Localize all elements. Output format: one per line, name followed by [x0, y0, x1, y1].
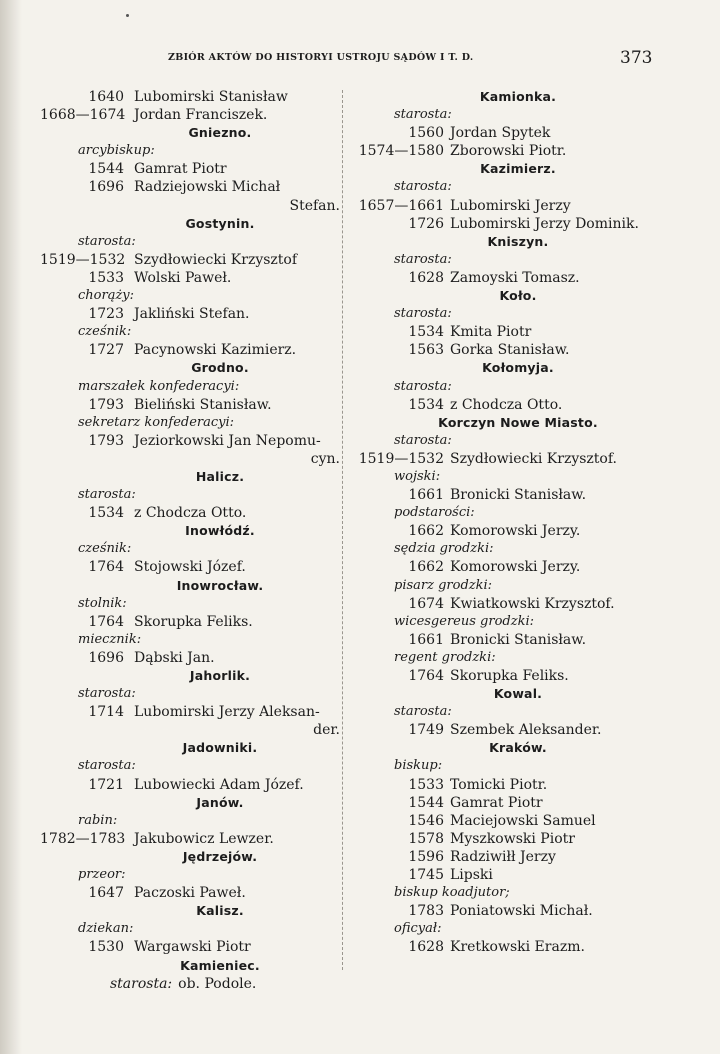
entry-year: 1574—1580 — [358, 143, 444, 160]
register-entry — [40, 396, 340, 414]
entry-year: 1657—1661 — [358, 197, 444, 214]
register-entry — [358, 595, 658, 613]
place-heading: Kołomyja. — [482, 360, 554, 376]
entry-name: Maciejowski Samuel — [450, 812, 596, 829]
office-title: starosta: — [394, 432, 452, 448]
office-title: starosta: — [394, 251, 452, 267]
entry-name: Komorowski Jerzy. — [450, 559, 581, 576]
entry-name: Skorupka Feliks. — [134, 613, 253, 630]
register-entry — [40, 341, 340, 359]
register-entry — [358, 142, 658, 160]
place-heading: Koło. — [499, 288, 537, 304]
entry-year: 1696 — [88, 649, 124, 666]
office-title: oficyał: — [394, 921, 442, 937]
register-entry — [40, 938, 340, 956]
office-title: rabin: — [78, 812, 118, 828]
page-number: 373 — [620, 48, 653, 68]
entry-name: z Chodcza Otto. — [450, 396, 563, 413]
register-entry — [40, 830, 340, 848]
entry-year: 1727 — [88, 342, 124, 359]
entry-name: Paczoski Paweł. — [134, 885, 246, 902]
place-heading: Kamieniec. — [180, 957, 260, 973]
entry-year: 1546 — [408, 812, 444, 829]
office-title: starosta: — [110, 975, 173, 992]
office-title: arcybiskup: — [78, 143, 155, 159]
register-entry — [358, 486, 658, 504]
print-speck — [126, 14, 129, 17]
place-heading: Janów. — [196, 794, 244, 810]
office-title: starosta: — [394, 179, 452, 195]
entry-name: Kwiatkowski Krzysztof. — [450, 595, 615, 612]
entry-year: 1662 — [408, 523, 444, 540]
entry-name: Kretkowski Erazm. — [450, 939, 585, 956]
register-entry — [358, 522, 658, 540]
name-continuation: der. — [313, 722, 340, 739]
entry-name: Lipski — [450, 867, 493, 884]
entry-year: 1560 — [408, 125, 444, 142]
entry-year: 1530 — [88, 939, 124, 956]
office-title: wicesgereus grodzki: — [394, 613, 534, 629]
register-entry — [40, 703, 340, 721]
place-heading: Gostynin. — [185, 215, 255, 231]
entry-name: Wargawski Piotr — [134, 939, 251, 956]
place-heading: Korczyn Nowe Miasto. — [438, 414, 598, 430]
cross-reference — [40, 975, 340, 993]
place-heading: Jędrzejów. — [182, 848, 258, 864]
entry-name: Szydłowiecki Krzysztof — [134, 251, 298, 268]
entry-year: 1544 — [408, 794, 444, 811]
entry-name: Bronicki Stanisław. — [450, 487, 587, 504]
entry-year: 1534 — [408, 396, 444, 413]
register-entry — [358, 667, 658, 685]
entry-year: 1764 — [88, 559, 124, 576]
register-entry — [40, 884, 340, 902]
entry-name: Pacynowski Kazimierz. — [134, 342, 297, 359]
entry-name: Myszkowski Piotr — [450, 830, 575, 847]
register-entry — [358, 323, 658, 341]
entry-name: Radziwiłł Jerzy — [450, 848, 556, 865]
entry-name: Jordan Franciszek. — [134, 107, 268, 124]
register-entry — [40, 178, 340, 196]
register-entry — [358, 938, 658, 956]
place-heading: Inowłódź. — [185, 523, 255, 539]
entry-year: 1782—1783 — [40, 830, 126, 847]
entry-name: Poniatowski Michał. — [450, 903, 593, 920]
page-edge-shadow — [0, 0, 22, 1054]
entry-year: 1783 — [408, 903, 444, 920]
office-title: biskup koadjutor; — [394, 885, 510, 901]
register-entry — [358, 197, 658, 215]
entry-year: 1662 — [408, 559, 444, 576]
entry-year: 1714 — [88, 704, 124, 721]
office-title: chorąży: — [78, 288, 135, 304]
place-heading: Jahorlik. — [189, 668, 251, 683]
place-heading: Kazimierz. — [480, 161, 556, 177]
page-header — [0, 48, 720, 72]
register-entry — [40, 558, 340, 576]
office-title: wojski: — [394, 468, 441, 484]
entry-name: Bieliński Stanisław. — [134, 396, 272, 413]
office-title: stolnik: — [78, 595, 127, 611]
right-column — [358, 88, 658, 957]
entry-year: 1533 — [88, 269, 124, 286]
office-title: miecznik: — [78, 631, 142, 647]
office-title: podstarości: — [394, 505, 475, 521]
place-heading: Halicz. — [195, 468, 245, 484]
office-title: starosta: — [78, 487, 136, 503]
office-title: cześnik: — [78, 541, 132, 557]
register-entry — [358, 848, 658, 866]
place-heading: Kraków. — [489, 740, 547, 756]
place-heading: Inowrocław. — [176, 577, 264, 593]
register-entry — [40, 269, 340, 287]
register-entry — [358, 396, 658, 414]
entry-year: 1745 — [408, 867, 444, 884]
entry-year: 1628 — [408, 269, 444, 286]
entry-year: 1596 — [408, 848, 444, 865]
entry-name: Gamrat Piotr — [134, 161, 227, 178]
register-entry — [40, 776, 340, 794]
place-heading: Kalisz. — [196, 903, 244, 919]
name-continuation: cyn. — [310, 450, 340, 467]
entry-name: Jeziorkowski Jan Nepomu- — [134, 432, 321, 449]
entry-name: Tomicki Piotr. — [450, 776, 548, 793]
entry-year: 1544 — [88, 161, 124, 178]
place-heading: Kniszyn. — [487, 233, 549, 249]
register-entry — [358, 269, 658, 287]
cross-reference-text: ob. Podole. — [178, 975, 257, 992]
office-title: dziekan: — [78, 921, 134, 937]
place-heading: Kowal. — [493, 686, 543, 702]
entry-name: Szydłowiecki Krzysztof. — [450, 450, 617, 467]
register-entry — [358, 558, 658, 576]
entry-year: 1661 — [408, 487, 444, 504]
name-continuation: Stefan. — [289, 197, 340, 214]
office-title: biskup: — [394, 758, 443, 774]
register-entry — [40, 106, 340, 124]
place-heading: Kamionka. — [479, 89, 557, 104]
register-entry — [358, 866, 658, 884]
entry-year: 1534 — [408, 324, 444, 341]
office-title: sędzia grodzki: — [394, 541, 494, 557]
entry-name: Jakliński Stefan. — [134, 306, 250, 323]
entry-name: Dąbski Jan. — [134, 649, 215, 666]
entry-name: z Chodcza Otto. — [134, 505, 247, 522]
register-entry — [40, 649, 340, 667]
entry-year: 1764 — [408, 668, 444, 684]
column-divider — [342, 90, 344, 970]
place-heading: Gniezno. — [188, 125, 252, 141]
office-title: starosta: — [78, 758, 136, 774]
entry-name: Bronicki Stanisław. — [450, 631, 587, 648]
register-entry — [40, 160, 340, 178]
entry-year: 1519—1532 — [40, 251, 126, 268]
office-title: starosta: — [78, 686, 136, 702]
entry-name: Lubomirski Jerzy — [450, 197, 571, 214]
register-entry — [358, 794, 658, 812]
place-heading: Grodno. — [191, 360, 249, 376]
entry-year: 1661 — [408, 631, 444, 648]
entry-year: 1764 — [88, 613, 124, 630]
entry-year: 1628 — [408, 939, 444, 956]
entry-year: 1723 — [88, 306, 124, 323]
entry-year: 1533 — [408, 776, 444, 793]
entry-name: Lubomirski Jerzy Aleksan- — [134, 704, 320, 721]
register-entry — [358, 776, 658, 794]
register-entry — [358, 450, 658, 468]
entry-year: 1721 — [88, 776, 124, 793]
entry-name: Zamoyski Tomasz. — [450, 269, 580, 286]
entry-name: Jordan Spytek — [450, 125, 551, 142]
office-title: sekretarz konfederacyi: — [78, 414, 235, 430]
entry-year: 1726 — [408, 215, 444, 232]
entry-year: 1640 — [88, 89, 124, 105]
entry-year: 1647 — [88, 885, 124, 902]
register-entry — [40, 613, 340, 631]
left-column — [40, 88, 340, 993]
office-title: regent grodzki: — [394, 649, 496, 665]
register-entry — [40, 504, 340, 522]
running-title: ZBIÓR AKTÓW DO HISTORYI USTROJU SĄDÓW I T. D. — [168, 52, 474, 63]
entry-name: Komorowski Jerzy. — [450, 523, 581, 540]
entry-name: Gorka Stanisław. — [450, 342, 570, 359]
office-title: starosta: — [394, 378, 452, 394]
office-title: pisarz grodzki: — [394, 577, 493, 593]
entry-name: Zborowski Piotr. — [450, 143, 567, 160]
entry-year: 1696 — [88, 179, 124, 196]
entry-name: Stojowski Józef. — [134, 559, 246, 576]
place-heading: Jadowniki. — [182, 740, 258, 756]
entry-year: 1668—1674 — [40, 107, 126, 124]
entry-name: Lubomirski Stanisław — [134, 89, 288, 105]
register-entry — [358, 830, 658, 848]
register-entry — [40, 432, 340, 450]
entry-year: 1674 — [408, 595, 444, 612]
register-entry — [40, 88, 340, 106]
entry-year: 1793 — [88, 396, 124, 413]
office-title: starosta: — [394, 306, 452, 322]
register-entry — [358, 812, 658, 830]
entry-name: Wolski Paweł. — [134, 269, 232, 286]
office-title: cześnik: — [78, 324, 132, 340]
register-entry — [358, 631, 658, 649]
entry-year: 1519—1532 — [358, 450, 444, 467]
entry-name: Lubowiecki Adam Józef. — [134, 776, 304, 793]
office-title: marszałek konfederacyi: — [78, 378, 240, 394]
register-entry — [358, 124, 658, 142]
entry-year: 1578 — [408, 830, 444, 847]
office-title: starosta: — [394, 107, 452, 123]
entry-name: Radziejowski Michał — [134, 179, 281, 196]
register-entry — [40, 305, 340, 323]
entry-year: 1793 — [88, 432, 124, 449]
office-title: przeor: — [78, 867, 126, 883]
entry-year: 1749 — [408, 722, 444, 739]
register-entry — [358, 341, 658, 359]
office-title: starosta: — [78, 233, 136, 249]
entry-name: Lubomirski Jerzy Dominik. — [450, 215, 639, 232]
entry-name: Gamrat Piotr — [450, 794, 543, 811]
entry-name: Skorupka Feliks. — [450, 668, 569, 684]
entry-year: 1534 — [88, 505, 124, 522]
entry-year: 1563 — [408, 342, 444, 359]
register-entry — [40, 251, 340, 269]
entry-name: Kmita Piotr — [450, 324, 532, 341]
register-entry — [358, 902, 658, 920]
entry-name: Jakubowicz Lewzer. — [134, 830, 274, 847]
register-entry — [358, 215, 658, 233]
office-title: starosta: — [394, 704, 452, 720]
entry-name: Szembek Aleksander. — [450, 722, 602, 739]
register-entry — [358, 721, 658, 739]
